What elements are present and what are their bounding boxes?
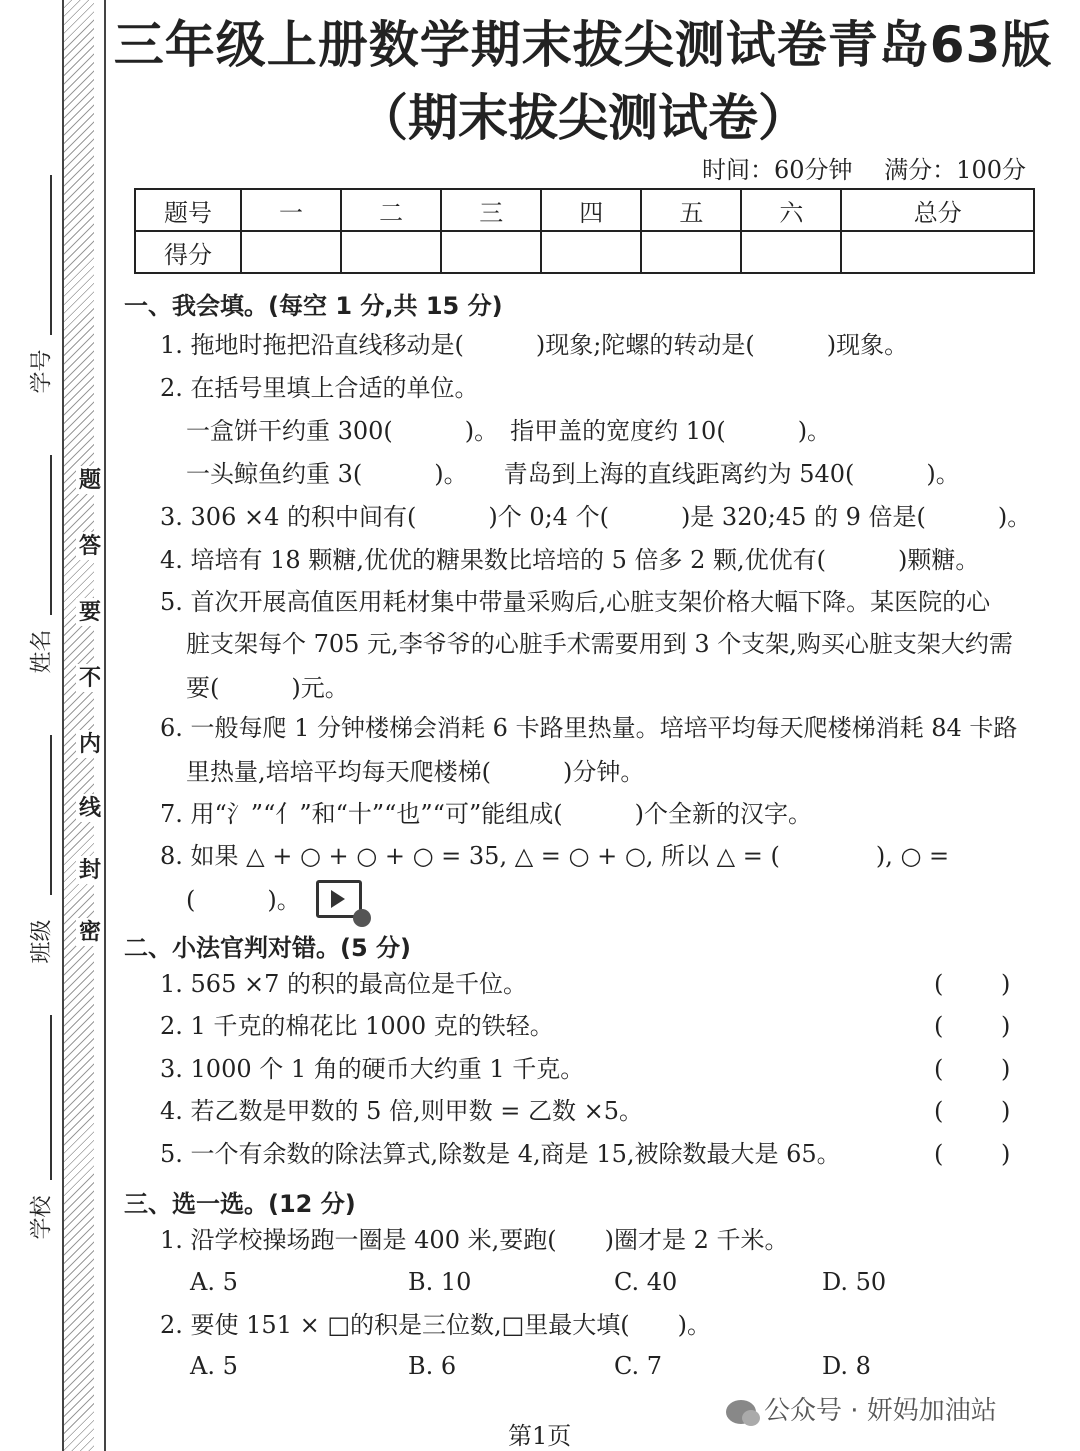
judge-item: 4. 若乙数是甲数的 5 倍,则甲数 = 乙数 ×5。 bbox=[160, 1097, 644, 1125]
score-input-cell[interactable] bbox=[541, 231, 641, 273]
score-input-cell[interactable] bbox=[641, 231, 741, 273]
full-score: 满分：100分 bbox=[884, 156, 1026, 184]
option-a[interactable]: A. 5 bbox=[190, 1268, 238, 1296]
name-line bbox=[50, 455, 52, 615]
page-number: 第1页 bbox=[508, 1422, 572, 1450]
question-line: 3. 306 ×4 的积中间有( )个 0;4 个( )是 320;45 的 9 倍是( )。 bbox=[160, 503, 1032, 531]
school-label: 学校 bbox=[29, 1195, 55, 1240]
option-d[interactable]: D. 50 bbox=[822, 1268, 887, 1296]
school-line bbox=[50, 1015, 52, 1180]
seal-char: 答 bbox=[76, 532, 104, 560]
option-c[interactable]: C. 40 bbox=[614, 1268, 678, 1296]
seal-char: 封 bbox=[76, 856, 104, 884]
table-cell: 四 bbox=[541, 189, 641, 231]
table-cell: 总分 bbox=[841, 189, 1034, 231]
video-play-icon[interactable] bbox=[316, 880, 362, 918]
wechat-icon bbox=[726, 1400, 756, 1424]
option-a[interactable]: A. 5 bbox=[190, 1352, 238, 1380]
section-heading: 二、小法官判对错。(5 分) bbox=[124, 934, 411, 962]
seal-char: 密 bbox=[76, 918, 104, 946]
answer-bracket[interactable]: ( ) bbox=[934, 1097, 1011, 1125]
score-input-cell[interactable] bbox=[241, 231, 341, 273]
judge-item: 2. 1 千克的棉花比 1000 克的铁轻。 bbox=[160, 1012, 554, 1040]
choice-question: 2. 要使 151 × □的积是三位数,□里最大填( )。 bbox=[160, 1311, 712, 1339]
question-line: 一头鲸鱼约重 3( )。 青岛到上海的直线距离约为 540( )。 bbox=[186, 460, 960, 488]
score-input-cell[interactable] bbox=[741, 231, 841, 273]
question-line: 8. 如果 △ + ○ + ○ + ○ = 35, △ = ○ + ○, 所以 △ = ( ), ○ = bbox=[160, 842, 950, 870]
answer-bracket[interactable]: ( ) bbox=[934, 1140, 1011, 1168]
question-line: 6. 一般每爬 1 分钟楼梯会消耗 6 卡路里热量。培培平均每天爬楼梯消耗 84 卡路 bbox=[160, 714, 1018, 742]
watermark-text: 公众号 · 妍妈加油站 bbox=[764, 1396, 997, 1426]
page-title: 三年级上册数学期末拔尖测试卷青岛63版 bbox=[113, 16, 1053, 74]
option-b[interactable]: B. 10 bbox=[408, 1268, 472, 1296]
score-table bbox=[134, 188, 1035, 274]
question-line: 2. 在括号里填上合适的单位。 bbox=[160, 374, 479, 402]
class-line bbox=[50, 735, 52, 895]
seal-char: 内 bbox=[76, 730, 104, 758]
question-line: 1. 拖地时拖把沿直线移动是( )现象;陀螺的转动是( )现象。 bbox=[160, 331, 909, 359]
watermark bbox=[726, 1390, 997, 1427]
page-subtitle: （期末拔尖测试卷） bbox=[358, 89, 808, 147]
question-line: 一盒饼干约重 300( )。 指甲盖的宽度约 10( )。 bbox=[186, 417, 832, 445]
question-line: 里热量,培培平均每天爬楼梯( )分钟。 bbox=[186, 758, 645, 786]
question-line: ( )。 bbox=[186, 886, 301, 914]
table-cell: 得分 bbox=[135, 231, 241, 273]
score-input-cell[interactable] bbox=[441, 231, 541, 273]
margin-line-outer bbox=[62, 0, 64, 1451]
choice-question: 1. 沿学校操场跑一圈是 400 米,要跑( )圈才是 2 千米。 bbox=[160, 1226, 789, 1254]
student-id-line bbox=[50, 175, 52, 335]
seal-char: 线 bbox=[76, 794, 104, 822]
option-d[interactable]: D. 8 bbox=[822, 1352, 871, 1380]
hatch-pattern bbox=[64, 0, 94, 1451]
option-c[interactable]: C. 7 bbox=[614, 1352, 663, 1380]
table-row bbox=[135, 189, 1034, 231]
binding-margin bbox=[0, 0, 108, 1451]
table-row bbox=[135, 231, 1034, 273]
class-label: 班级 bbox=[29, 919, 55, 964]
question-line: 4. 培培有 18 颗糖,优优的糖果数比培培的 5 倍多 2 颗,优优有( )颗糖。 bbox=[160, 546, 980, 574]
question-line: 脏支架每个 705 元,李爷爷的心脏手术需要用到 3 个支架,购买心脏支架大约需 bbox=[186, 630, 1013, 658]
answer-bracket[interactable]: ( ) bbox=[934, 1055, 1011, 1083]
seal-char: 题 bbox=[76, 466, 104, 494]
score-input-cell[interactable] bbox=[341, 231, 441, 273]
judge-item: 1. 565 ×7 的积的最高位是千位。 bbox=[160, 970, 527, 998]
table-cell: 题号 bbox=[135, 189, 241, 231]
seal-char: 要 bbox=[76, 598, 104, 626]
score-input-cell[interactable] bbox=[841, 231, 1034, 273]
judge-item: 3. 1000 个 1 角的硬币大约重 1 千克。 bbox=[160, 1055, 585, 1083]
answer-bracket[interactable]: ( ) bbox=[934, 970, 1011, 998]
table-cell: 二 bbox=[341, 189, 441, 231]
question-line: 5. 首次开展高值医用耗材集中带量采购后,心脏支架价格大幅下降。某医院的心 bbox=[160, 588, 991, 616]
table-cell: 一 bbox=[241, 189, 341, 231]
table-cell: 五 bbox=[641, 189, 741, 231]
table-cell: 三 bbox=[441, 189, 541, 231]
margin-line-inner bbox=[104, 0, 106, 1451]
exam-info bbox=[678, 150, 1026, 185]
question-line: 要( )元。 bbox=[186, 674, 349, 702]
question-line: 7. 用“氵”“亻”和“十”“也”“可”能组成( )个全新的汉字。 bbox=[160, 800, 812, 828]
section-heading: 一、我会填。(每空 1 分,共 15 分) bbox=[124, 292, 503, 320]
seal-char: 不 bbox=[76, 664, 104, 692]
time-limit: 时间：60分钟 bbox=[702, 156, 853, 184]
option-b[interactable]: B. 6 bbox=[408, 1352, 457, 1380]
section-heading: 三、选一选。(12 分) bbox=[124, 1190, 356, 1218]
judge-item: 5. 一个有余数的除法算式,除数是 4,商是 15,被除数最大是 65。 bbox=[160, 1140, 841, 1168]
table-cell: 六 bbox=[741, 189, 841, 231]
student-id-label: 学号 bbox=[29, 349, 55, 394]
name-label: 姓名 bbox=[29, 629, 55, 674]
answer-bracket[interactable]: ( ) bbox=[934, 1012, 1011, 1040]
